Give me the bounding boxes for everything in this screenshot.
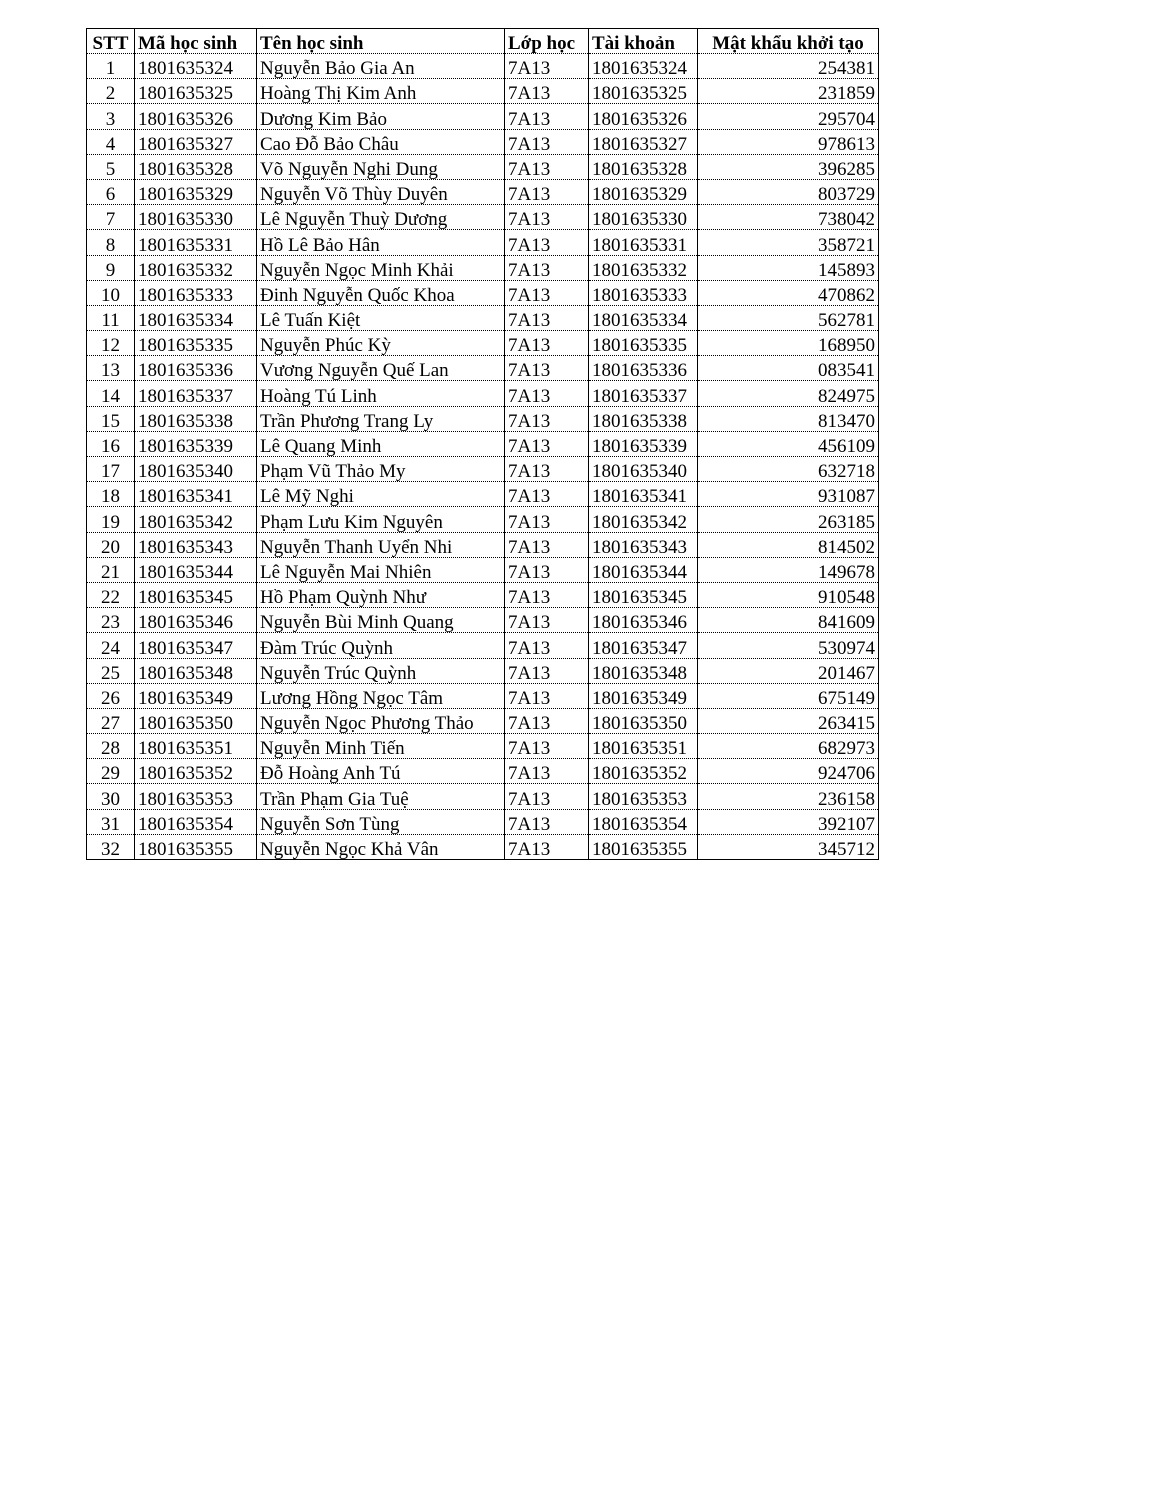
table-row (87, 154, 879, 179)
cell-stt: 2 (87, 79, 135, 104)
cell-student-id: 1801635343 (135, 532, 257, 557)
cell-student-name: Hoàng Thị Kim Anh (257, 79, 505, 104)
cell-student-id: 1801635335 (135, 331, 257, 356)
cell-account: 1801635346 (589, 608, 698, 633)
cell-account: 1801635329 (589, 179, 698, 204)
cell-initial-password: 910548 (698, 582, 879, 607)
cell-class: 7A13 (505, 179, 589, 204)
cell-student-name: Nguyễn Võ Thùy Duyên (257, 179, 505, 204)
cell-account: 1801635337 (589, 381, 698, 406)
cell-student-id: 1801635329 (135, 179, 257, 204)
table-row (87, 104, 879, 129)
cell-account: 1801635326 (589, 104, 698, 129)
cell-student-id: 1801635345 (135, 582, 257, 607)
cell-stt: 3 (87, 104, 135, 129)
header-row (87, 29, 879, 54)
cell-class: 7A13 (505, 482, 589, 507)
cell-stt: 14 (87, 381, 135, 406)
table-row (87, 683, 879, 708)
cell-initial-password: 145893 (698, 255, 879, 280)
cell-initial-password: 738042 (698, 205, 879, 230)
cell-student-name: Nguyễn Minh Tiến (257, 734, 505, 759)
cell-initial-password: 295704 (698, 104, 879, 129)
cell-student-name: Hoàng Tú Linh (257, 381, 505, 406)
cell-student-name: Nguyễn Ngọc Minh Khải (257, 255, 505, 280)
table-row (87, 129, 879, 154)
table-header (87, 29, 879, 54)
cell-stt: 9 (87, 255, 135, 280)
cell-student-id: 1801635331 (135, 230, 257, 255)
cell-student-id: 1801635349 (135, 683, 257, 708)
cell-stt: 1 (87, 54, 135, 79)
cell-initial-password: 841609 (698, 608, 879, 633)
cell-stt: 25 (87, 658, 135, 683)
student-account-table (86, 28, 879, 860)
cell-stt: 29 (87, 759, 135, 784)
cell-student-name: Lê Quang Minh (257, 431, 505, 456)
cell-account: 1801635344 (589, 557, 698, 582)
cell-student-name: Nguyễn Bùi Minh Quang (257, 608, 505, 633)
cell-account: 1801635348 (589, 658, 698, 683)
cell-stt: 17 (87, 457, 135, 482)
cell-student-name: Nguyễn Sơn Tùng (257, 809, 505, 834)
cell-account: 1801635327 (589, 129, 698, 154)
cell-account: 1801635342 (589, 507, 698, 532)
cell-account: 1801635349 (589, 683, 698, 708)
cell-class: 7A13 (505, 507, 589, 532)
cell-student-id: 1801635354 (135, 809, 257, 834)
cell-account: 1801635330 (589, 205, 698, 230)
cell-stt: 10 (87, 280, 135, 305)
cell-student-id: 1801635334 (135, 305, 257, 330)
cell-class: 7A13 (505, 79, 589, 104)
cell-initial-password: 168950 (698, 331, 879, 356)
cell-initial-password: 396285 (698, 154, 879, 179)
cell-stt: 27 (87, 708, 135, 733)
cell-student-name: Nguyễn Ngọc Khả Vân (257, 834, 505, 859)
cell-student-id: 1801635327 (135, 129, 257, 154)
cell-student-id: 1801635344 (135, 557, 257, 582)
header-class: Lớp học (505, 29, 589, 54)
cell-class: 7A13 (505, 230, 589, 255)
cell-stt: 32 (87, 834, 135, 859)
table-row (87, 608, 879, 633)
cell-stt: 23 (87, 608, 135, 633)
header-initial-password: Mật khẩu khởi tạo (698, 29, 879, 54)
cell-student-name: Nguyễn Bảo Gia An (257, 54, 505, 79)
table-body (87, 54, 879, 860)
cell-class: 7A13 (505, 532, 589, 557)
cell-class: 7A13 (505, 280, 589, 305)
cell-initial-password: 345712 (698, 834, 879, 859)
table-row (87, 834, 879, 859)
cell-account: 1801635351 (589, 734, 698, 759)
cell-student-name: Trần Phạm Gia Tuệ (257, 784, 505, 809)
cell-class: 7A13 (505, 154, 589, 179)
cell-stt: 28 (87, 734, 135, 759)
table-row (87, 507, 879, 532)
cell-account: 1801635324 (589, 54, 698, 79)
cell-student-name: Nguyễn Phúc Kỳ (257, 331, 505, 356)
table-row (87, 734, 879, 759)
cell-class: 7A13 (505, 54, 589, 79)
cell-class: 7A13 (505, 129, 589, 154)
cell-initial-password: 231859 (698, 79, 879, 104)
cell-student-name: Lê Mỹ Nghi (257, 482, 505, 507)
cell-student-id: 1801635352 (135, 759, 257, 784)
cell-account: 1801635338 (589, 406, 698, 431)
cell-student-name: Trần Phương Trang Ly (257, 406, 505, 431)
table-row (87, 381, 879, 406)
table-row (87, 633, 879, 658)
cell-stt: 30 (87, 784, 135, 809)
cell-student-name: Dương Kim Bảo (257, 104, 505, 129)
cell-student-name: Võ Nguyễn Nghi Dung (257, 154, 505, 179)
cell-stt: 21 (87, 557, 135, 582)
cell-student-name: Đỗ Hoàng Anh Tú (257, 759, 505, 784)
cell-student-id: 1801635348 (135, 658, 257, 683)
cell-initial-password: 201467 (698, 658, 879, 683)
cell-account: 1801635339 (589, 431, 698, 456)
cell-stt: 18 (87, 482, 135, 507)
cell-initial-password: 931087 (698, 482, 879, 507)
table-row (87, 331, 879, 356)
cell-class: 7A13 (505, 809, 589, 834)
cell-student-id: 1801635339 (135, 431, 257, 456)
cell-account: 1801635343 (589, 532, 698, 557)
cell-initial-password: 470862 (698, 280, 879, 305)
cell-class: 7A13 (505, 356, 589, 381)
cell-account: 1801635353 (589, 784, 698, 809)
cell-student-name: Đàm Trúc Quỳnh (257, 633, 505, 658)
cell-account: 1801635335 (589, 331, 698, 356)
cell-stt: 22 (87, 582, 135, 607)
cell-stt: 31 (87, 809, 135, 834)
cell-stt: 5 (87, 154, 135, 179)
cell-class: 7A13 (505, 658, 589, 683)
cell-class: 7A13 (505, 381, 589, 406)
cell-student-id: 1801635330 (135, 205, 257, 230)
cell-class: 7A13 (505, 431, 589, 456)
table-row (87, 406, 879, 431)
cell-account: 1801635328 (589, 154, 698, 179)
cell-account: 1801635334 (589, 305, 698, 330)
table-row (87, 708, 879, 733)
cell-student-name: Lê Tuấn Kiệt (257, 305, 505, 330)
cell-student-id: 1801635347 (135, 633, 257, 658)
cell-student-name: Nguyễn Trúc Quỳnh (257, 658, 505, 683)
cell-stt: 19 (87, 507, 135, 532)
cell-student-name: Lê Nguyễn Thuỳ Dương (257, 205, 505, 230)
cell-student-name: Vương Nguyễn Quế Lan (257, 356, 505, 381)
cell-class: 7A13 (505, 683, 589, 708)
table-row (87, 356, 879, 381)
table-row (87, 532, 879, 557)
cell-student-name: Đinh Nguyễn Quốc Khoa (257, 280, 505, 305)
cell-stt: 6 (87, 179, 135, 204)
cell-student-id: 1801635350 (135, 708, 257, 733)
cell-initial-password: 358721 (698, 230, 879, 255)
cell-class: 7A13 (505, 708, 589, 733)
table-row (87, 784, 879, 809)
cell-stt: 7 (87, 205, 135, 230)
cell-student-id: 1801635353 (135, 784, 257, 809)
cell-class: 7A13 (505, 633, 589, 658)
cell-initial-password: 682973 (698, 734, 879, 759)
cell-initial-password: 530974 (698, 633, 879, 658)
cell-initial-password: 813470 (698, 406, 879, 431)
cell-class: 7A13 (505, 331, 589, 356)
cell-class: 7A13 (505, 104, 589, 129)
cell-initial-password: 924706 (698, 759, 879, 784)
cell-class: 7A13 (505, 406, 589, 431)
table-row (87, 255, 879, 280)
cell-class: 7A13 (505, 784, 589, 809)
table-row (87, 205, 879, 230)
cell-student-id: 1801635351 (135, 734, 257, 759)
cell-stt: 13 (87, 356, 135, 381)
cell-stt: 20 (87, 532, 135, 557)
header-student-id: Mã học sinh (135, 29, 257, 54)
cell-stt: 24 (87, 633, 135, 658)
cell-stt: 26 (87, 683, 135, 708)
cell-initial-password: 236158 (698, 784, 879, 809)
cell-student-id: 1801635324 (135, 54, 257, 79)
cell-student-id: 1801635341 (135, 482, 257, 507)
table-row (87, 582, 879, 607)
cell-student-name: Cao Đỗ Bảo Châu (257, 129, 505, 154)
cell-student-id: 1801635328 (135, 154, 257, 179)
cell-student-name: Hồ Lê Bảo Hân (257, 230, 505, 255)
cell-student-name: Phạm Vũ Thảo My (257, 457, 505, 482)
cell-class: 7A13 (505, 457, 589, 482)
cell-student-id: 1801635332 (135, 255, 257, 280)
cell-stt: 16 (87, 431, 135, 456)
cell-initial-password: 263185 (698, 507, 879, 532)
cell-initial-password: 632718 (698, 457, 879, 482)
header-account: Tài khoản (589, 29, 698, 54)
cell-student-name: Phạm Lưu Kim Nguyên (257, 507, 505, 532)
cell-class: 7A13 (505, 582, 589, 607)
cell-account: 1801635354 (589, 809, 698, 834)
cell-class: 7A13 (505, 834, 589, 859)
cell-student-id: 1801635333 (135, 280, 257, 305)
cell-initial-password: 824975 (698, 381, 879, 406)
cell-account: 1801635341 (589, 482, 698, 507)
table-row (87, 305, 879, 330)
cell-account: 1801635333 (589, 280, 698, 305)
cell-stt: 4 (87, 129, 135, 154)
cell-initial-password: 456109 (698, 431, 879, 456)
table-row (87, 557, 879, 582)
cell-initial-password: 149678 (698, 557, 879, 582)
cell-student-id: 1801635338 (135, 406, 257, 431)
table-row (87, 809, 879, 834)
table-row (87, 431, 879, 456)
table-row (87, 280, 879, 305)
table-row (87, 457, 879, 482)
cell-account: 1801635350 (589, 708, 698, 733)
cell-initial-password: 254381 (698, 54, 879, 79)
cell-account: 1801635345 (589, 582, 698, 607)
cell-class: 7A13 (505, 205, 589, 230)
table-row (87, 79, 879, 104)
cell-student-name: Nguyễn Thanh Uyển Nhi (257, 532, 505, 557)
cell-class: 7A13 (505, 734, 589, 759)
cell-student-name: Nguyễn Ngọc Phương Thảo (257, 708, 505, 733)
cell-student-id: 1801635346 (135, 608, 257, 633)
cell-account: 1801635331 (589, 230, 698, 255)
table-row (87, 230, 879, 255)
cell-class: 7A13 (505, 759, 589, 784)
cell-class: 7A13 (505, 305, 589, 330)
cell-student-name: Lương Hồng Ngọc Tâm (257, 683, 505, 708)
cell-student-id: 1801635336 (135, 356, 257, 381)
table-row (87, 658, 879, 683)
cell-stt: 15 (87, 406, 135, 431)
cell-class: 7A13 (505, 255, 589, 280)
cell-student-name: Lê Nguyễn Mai Nhiên (257, 557, 505, 582)
cell-initial-password: 814502 (698, 532, 879, 557)
cell-initial-password: 392107 (698, 809, 879, 834)
cell-initial-password: 978613 (698, 129, 879, 154)
cell-stt: 11 (87, 305, 135, 330)
cell-initial-password: 083541 (698, 356, 879, 381)
cell-account: 1801635352 (589, 759, 698, 784)
cell-class: 7A13 (505, 557, 589, 582)
table-row (87, 179, 879, 204)
cell-account: 1801635336 (589, 356, 698, 381)
cell-student-id: 1801635340 (135, 457, 257, 482)
cell-account: 1801635340 (589, 457, 698, 482)
cell-account: 1801635355 (589, 834, 698, 859)
cell-initial-password: 263415 (698, 708, 879, 733)
table-row (87, 759, 879, 784)
cell-student-id: 1801635342 (135, 507, 257, 532)
cell-initial-password: 562781 (698, 305, 879, 330)
cell-stt: 8 (87, 230, 135, 255)
cell-student-id: 1801635355 (135, 834, 257, 859)
cell-initial-password: 803729 (698, 179, 879, 204)
cell-stt: 12 (87, 331, 135, 356)
cell-student-id: 1801635326 (135, 104, 257, 129)
table-row (87, 482, 879, 507)
table-row (87, 54, 879, 79)
cell-student-id: 1801635337 (135, 381, 257, 406)
cell-initial-password: 675149 (698, 683, 879, 708)
cell-account: 1801635325 (589, 79, 698, 104)
cell-class: 7A13 (505, 608, 589, 633)
cell-student-name: Hồ Phạm Quỳnh Như (257, 582, 505, 607)
header-student-name: Tên học sinh (257, 29, 505, 54)
cell-account: 1801635347 (589, 633, 698, 658)
header-stt: STT (87, 29, 135, 54)
cell-account: 1801635332 (589, 255, 698, 280)
cell-student-id: 1801635325 (135, 79, 257, 104)
